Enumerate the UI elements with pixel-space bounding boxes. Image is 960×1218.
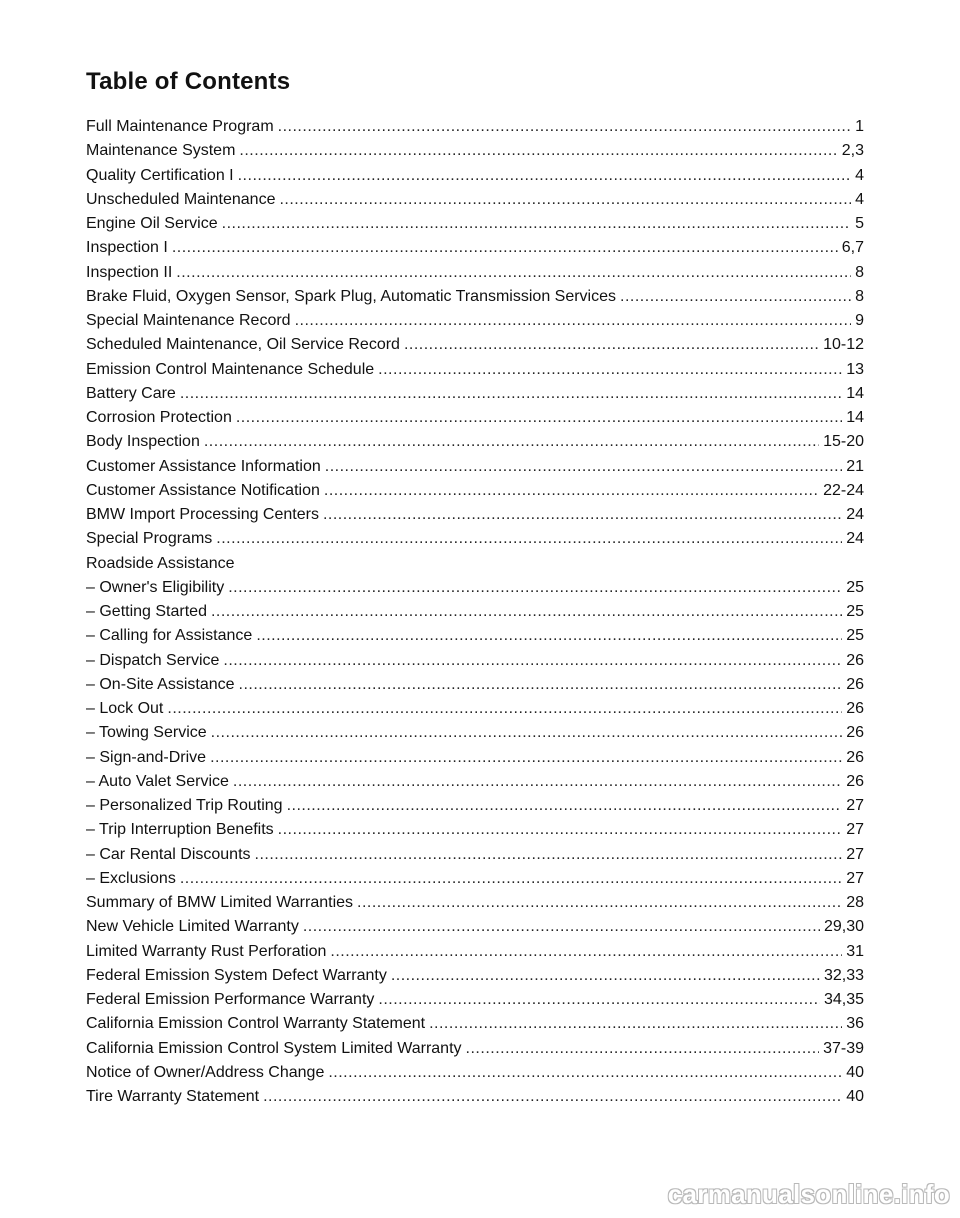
toc-entry xyxy=(86,988,864,1012)
toc-entry-page: 14 xyxy=(846,409,864,426)
toc-entry-page: 27 xyxy=(846,869,864,887)
toc-entry-page: 4 xyxy=(855,166,864,184)
toc-entry xyxy=(86,333,864,357)
toc-entry xyxy=(86,818,864,842)
toc-entry-page: 26 xyxy=(846,748,864,766)
toc-entry-label: Inspection I xyxy=(86,239,168,257)
toc-entry xyxy=(86,624,864,648)
toc-entry-page: 10-12 xyxy=(823,336,864,354)
toc-dot-leader xyxy=(620,285,851,309)
toc-entry-label: – Car Rental Discounts xyxy=(86,845,251,863)
toc-entry xyxy=(86,576,864,600)
toc-entry-page: 31 xyxy=(846,942,864,960)
toc-entry xyxy=(86,212,864,236)
toc-dot-leader xyxy=(211,721,843,745)
toc-entry-label: Federal Emission Performance Warranty xyxy=(86,991,375,1008)
toc-entry-page: 6,7 xyxy=(841,239,864,257)
toc-dot-leader xyxy=(323,503,842,527)
toc-entry-label: – Sign-and-Drive xyxy=(86,748,207,766)
toc-entry-page: 28 xyxy=(846,894,864,911)
toc-entry-label: Limited Warranty Rust Perforation xyxy=(86,942,327,960)
toc-dot-leader xyxy=(295,309,852,333)
toc-dot-leader xyxy=(236,406,842,430)
toc-entry-label: Brake Fluid, Oxygen Sensor, Spark Plug, Automatic Transmission Services xyxy=(86,287,617,305)
toc-entry-page: 8 xyxy=(855,263,864,281)
toc-entry xyxy=(86,164,864,188)
toc-entry-page: 24 xyxy=(846,506,864,523)
toc-entry-label: – Towing Service xyxy=(86,724,207,742)
toc-entry-page: 34,35 xyxy=(823,991,864,1008)
toc-entry xyxy=(86,527,864,551)
toc-entry-label: Battery Care xyxy=(86,384,176,402)
toc-entry-label: Notice of Owner/Address Change xyxy=(86,1063,325,1081)
toc-dot-leader xyxy=(324,479,819,503)
toc-entry-page: 9 xyxy=(855,312,864,329)
toc-entry-page: 2,3 xyxy=(841,142,864,160)
toc-entry xyxy=(86,843,864,867)
toc-entry-label: Full Maintenance Program xyxy=(86,118,274,135)
toc-dot-leader xyxy=(239,139,837,163)
toc-entry xyxy=(86,721,864,745)
toc-entry xyxy=(86,794,864,818)
toc-entry-label: – Personalized Trip Routing xyxy=(86,797,283,814)
watermark: carmanualsonline.info xyxy=(667,1179,950,1209)
toc-entry-page: 29,30 xyxy=(823,918,864,936)
toc-dot-leader xyxy=(216,527,842,551)
toc-entry-page: 40 xyxy=(846,1063,864,1081)
toc-entry-label: Corrosion Protection xyxy=(86,409,232,426)
toc-dot-leader xyxy=(256,624,842,648)
toc-entry-label: Summary of BMW Limited Warranties xyxy=(86,894,354,911)
toc-dot-leader xyxy=(228,576,842,600)
toc-entry xyxy=(86,382,864,406)
toc-dot-leader xyxy=(238,164,851,188)
toc-entry xyxy=(86,430,864,454)
toc-dot-leader xyxy=(222,212,851,236)
toc-dot-leader xyxy=(223,649,842,673)
toc-dot-leader xyxy=(211,600,842,624)
toc-dot-leader xyxy=(404,333,819,357)
toc-entry-label: – Lock Out xyxy=(86,700,164,717)
toc-entry-page: 5 xyxy=(855,215,864,232)
toc-dot-leader xyxy=(204,430,819,454)
toc-entry xyxy=(86,503,864,527)
toc-entry-page: 27 xyxy=(846,821,864,839)
toc-dot-leader xyxy=(357,891,842,915)
toc-entry-page: 26 xyxy=(846,675,864,693)
toc-entry xyxy=(86,891,864,915)
toc-dot-leader xyxy=(287,794,843,818)
toc-dot-leader xyxy=(429,1012,842,1036)
toc-entry xyxy=(86,236,864,260)
toc-entry-label: California Emission Control Warranty Statement xyxy=(86,1015,426,1033)
toc-dot-leader xyxy=(176,261,851,285)
toc-dot-leader xyxy=(330,940,842,964)
toc-entry xyxy=(86,746,864,770)
toc-entry xyxy=(86,115,864,139)
toc-dot-leader xyxy=(303,915,820,939)
toc-dot-leader xyxy=(278,115,851,139)
toc-entry-label: Special Programs xyxy=(86,530,213,548)
toc-entry xyxy=(86,600,864,624)
toc-entry xyxy=(86,915,864,939)
toc-entry xyxy=(86,867,864,891)
toc-dot-leader xyxy=(255,843,843,867)
toc-dot-leader xyxy=(278,818,843,842)
toc-entry xyxy=(86,940,864,964)
toc-entry xyxy=(86,261,864,285)
toc-entry-page: 36 xyxy=(846,1015,864,1033)
toc-entry-label: California Emission Control System Limited Warranty xyxy=(86,1039,462,1057)
toc-entry-page: 27 xyxy=(846,797,864,814)
toc-entry xyxy=(86,649,864,673)
toc-entry-label: Special Maintenance Record xyxy=(86,312,291,329)
toc-entry-page: 37-39 xyxy=(823,1039,864,1057)
toc-entry xyxy=(86,285,864,309)
toc-entry-label: – Dispatch Service xyxy=(86,651,220,669)
toc-entry-label: – Getting Started xyxy=(86,603,207,620)
toc-entry xyxy=(86,479,864,503)
toc-entry-label: Emission Control Maintenance Schedule xyxy=(86,360,375,378)
toc-entry xyxy=(86,770,864,794)
toc-entry-label: Scheduled Maintenance, Oil Service Record xyxy=(86,336,400,354)
toc-entry-label: – Auto Valet Service xyxy=(86,772,229,790)
toc-entry xyxy=(86,309,864,333)
toc-entry-page: 13 xyxy=(846,360,864,378)
toc-entry-label: – Exclusions xyxy=(86,869,176,887)
toc-dot-leader xyxy=(210,746,842,770)
toc-entry xyxy=(86,1037,864,1061)
toc-entry-page: 25 xyxy=(846,603,864,620)
toc-entry-label: Inspection II xyxy=(86,263,173,281)
toc-entry xyxy=(86,697,864,721)
toc-entry xyxy=(86,406,864,430)
toc-entry-label: – Owner's Eligibility xyxy=(86,578,225,596)
toc-dot-leader xyxy=(172,236,838,260)
page-title: Table of Contents xyxy=(86,68,291,95)
toc-entry xyxy=(86,1085,864,1109)
toc-entry-label: New Vehicle Limited Warranty xyxy=(86,918,299,936)
toc-entry-label: Federal Emission System Defect Warranty xyxy=(86,966,387,984)
toc-entry xyxy=(86,673,864,697)
toc-entry-page: 32,33 xyxy=(823,966,864,984)
toc-entry-page: 24 xyxy=(846,530,864,548)
toc-entry-page: 26 xyxy=(846,651,864,669)
toc-entry-page: 26 xyxy=(846,724,864,742)
toc-dot-leader xyxy=(378,358,842,382)
toc-dot-leader xyxy=(378,988,820,1012)
toc-entry-page: 40 xyxy=(846,1088,864,1105)
toc-dot-leader xyxy=(466,1037,820,1061)
toc-dot-leader xyxy=(391,964,820,988)
toc-entry-label: Customer Assistance Information xyxy=(86,457,321,475)
toc-entry xyxy=(86,455,864,479)
toc-entry-page: 4 xyxy=(855,190,864,208)
toc-dot-leader xyxy=(167,697,842,721)
toc-entry xyxy=(86,1061,864,1085)
toc-entry-label: – Calling for Assistance xyxy=(86,627,253,645)
toc-entry-page: 25 xyxy=(846,627,864,645)
toc-entry-page: 8 xyxy=(855,287,864,305)
toc-entry-page: 27 xyxy=(846,845,864,863)
toc-entry-label: – Trip Interruption Benefits xyxy=(86,821,274,839)
toc-dot-leader xyxy=(239,673,843,697)
toc-dot-leader xyxy=(325,455,842,479)
toc-list xyxy=(86,115,864,1109)
toc-entry-label: Customer Assistance Notification xyxy=(86,481,320,499)
toc-dot-leader xyxy=(279,188,851,212)
toc-dot-leader xyxy=(233,770,842,794)
toc-entry xyxy=(86,964,864,988)
toc-entry-page: 1 xyxy=(855,118,864,135)
toc-dot-leader xyxy=(328,1061,842,1085)
toc-entry-page: 15-20 xyxy=(823,433,864,451)
toc-entry xyxy=(86,358,864,382)
toc-entry-label: Engine Oil Service xyxy=(86,215,218,232)
toc-entry xyxy=(86,1012,864,1036)
toc-dot-leader xyxy=(180,867,842,891)
toc-entry-page: 14 xyxy=(846,384,864,402)
toc-section-heading xyxy=(86,552,864,576)
toc-entry-label: Quality Certification I xyxy=(86,166,234,184)
toc-entry-label: Body Inspection xyxy=(86,433,200,451)
toc-entry-label: Unscheduled Maintenance xyxy=(86,190,276,208)
toc-entry-page: 21 xyxy=(846,457,864,475)
toc-entry xyxy=(86,188,864,212)
toc-entry-label: Tire Warranty Statement xyxy=(86,1088,260,1105)
toc-entry xyxy=(86,139,864,163)
toc-entry-label: Roadside Assistance xyxy=(86,554,235,572)
toc-dot-leader xyxy=(180,382,842,406)
toc-dot-leader xyxy=(263,1085,842,1109)
toc-entry-label: – On-Site Assistance xyxy=(86,675,235,693)
toc-entry-page: 22-24 xyxy=(823,481,864,499)
toc-entry-label: Maintenance System xyxy=(86,142,236,160)
toc-entry-page: 25 xyxy=(846,578,864,596)
toc-entry-page: 26 xyxy=(846,700,864,717)
toc-entry-page: 26 xyxy=(846,772,864,790)
toc-entry-label: BMW Import Processing Centers xyxy=(86,506,319,523)
